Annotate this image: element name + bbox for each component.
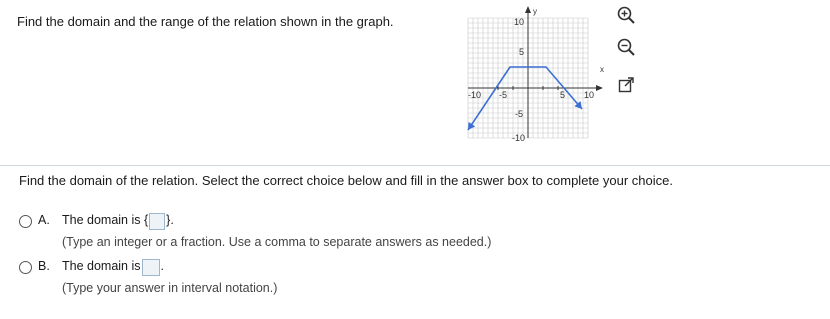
choice-b[interactable]	[19, 259, 164, 276]
choice-a-answer-box[interactable]	[149, 213, 165, 230]
tick-label-y-5: 5	[519, 47, 525, 57]
popout-icon[interactable]	[615, 74, 637, 96]
choice-b-letter: B.	[38, 259, 50, 273]
x-axis-arrow	[596, 85, 603, 91]
relation-graph	[463, 6, 603, 141]
tick-label-y-neg5: -5	[515, 109, 524, 119]
section-divider	[0, 165, 830, 166]
tick-label-y-neg10: -10	[512, 133, 526, 143]
choice-a-text-after: }.	[166, 213, 174, 227]
choice-a-hint: (Type an integer or a fraction. Use a comma to separate answers as needed.)	[62, 235, 492, 249]
choice-b-hint: (Type your answer in interval notation.)	[62, 281, 278, 295]
y-axis-arrow	[525, 6, 531, 13]
choice-a-radio[interactable]	[19, 215, 32, 228]
zoom-in-icon[interactable]	[615, 4, 637, 26]
choice-a[interactable]	[19, 213, 174, 230]
tick-label-y-10: 10	[514, 17, 525, 27]
tick-label-x-5: 5	[560, 90, 566, 100]
tick-label-x-neg10: -10	[468, 90, 482, 100]
tick-label-x-10: 10	[584, 90, 595, 100]
choice-b-text-before: The domain is	[62, 259, 141, 273]
zoom-out-icon[interactable]	[615, 36, 637, 58]
choice-b-radio[interactable]	[19, 261, 32, 274]
question-text: Find the domain and the range of the relation shown in the graph.	[17, 14, 394, 29]
choice-a-letter: A.	[38, 213, 50, 227]
instruction-text: Find the domain of the relation. Select the correct choice below and fill in the answer box to complete your choice.	[19, 173, 673, 188]
x-axis-name: x	[600, 65, 604, 74]
choice-b-answer-box[interactable]	[142, 259, 160, 276]
choice-a-text-before: The domain is {	[62, 213, 149, 227]
tick-label-x-neg5: -5	[499, 90, 508, 100]
choice-b-text-after: .	[160, 259, 164, 273]
y-axis-name: y	[533, 7, 537, 16]
